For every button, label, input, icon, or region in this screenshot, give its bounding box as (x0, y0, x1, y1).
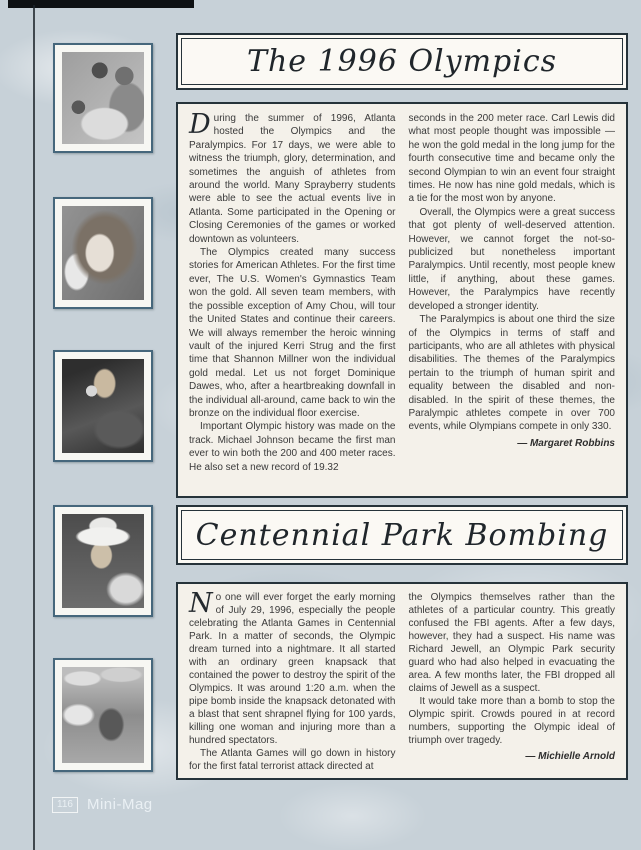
photo-park-scene (53, 658, 153, 772)
article-paragraph (189, 588, 396, 747)
article-1-title-frame (181, 38, 623, 85)
paragraph-text: uring the summer of 1996, Atlanta hosted the Olympics and the Paralympics. For 17 days, we were able to witness the triumph, glory, determination, and sometimes the anguish of athletes from around the world. Many Sprayberry students were able to see the actual events live in Atlanta. Some participated in the Opening or Closing Ceremonies of the games or worked downtown as volunteers. (189, 113, 396, 245)
photo-family-crowd (53, 43, 153, 153)
drop-cap: D (189, 109, 211, 140)
article-paragraph: the Olympics themselves rather than the athletes of a particular country. This greatly confused the FBI agents. After a few days, however, they had a suspect. His name was Richard Jewell, an Olympic Park security guard who had also helped in evacuating the area. A few months later, the FBI dropped all claims of Jewell as a suspect. (408, 592, 615, 694)
article-1-title: The 1996 Olympics (246, 44, 558, 79)
photo-park-scene-image (62, 667, 144, 763)
photo-microphone-singer (53, 350, 153, 462)
article-paragraph: The Paralympics is about one third the size of the Olympics in terms of staff and participants, who are all athletes with physical disabilities. The themes of the Paralympics pertain to the triumph of human spirit and equality between the disabled and non-disabled. In the spirit of these themes, the Paralympic athletes compete in over 700 events, while Olympians compete in only 330. (408, 314, 615, 433)
article-paragraph: seconds in the 200 meter race. Carl Lewis did what most people thought was impossible — he won the gold medal in the long jump for the fourth consecutive time and became only the second Olympian to win an event four straight times. He now has nine gold medals, which is a tie for the most won by anyone. (408, 113, 615, 205)
article-paragraph: The Olympics created many success stories for American Athletes. For the first time ever, The U.S. Women's Gymnastics Team won the gold. All seven team members, with the possible exception of Amy Chou, will tour the United States and continue their careers. We will always remember the heroic winning vault of the injured Kerri Strug and the first time that Shannon Millner won the individual gold medal. Let us not forget Dominique Dawes, who, after a heartbreaking downfall in the individual all-around, came back to win the bronze on the individual floor exercise. (189, 247, 396, 419)
article-paragraph: Important Olympic history was made on the track. Michael Johnson became the first man ever to win both the 200 and 400 meter races. He also set a new record of 19.32 (189, 421, 396, 473)
article-paragraph (189, 109, 396, 246)
article-2-column-1 (189, 588, 396, 772)
photo-microphone-singer-image (62, 359, 144, 453)
article-1-title-box (176, 33, 628, 90)
article-2-column-2 (409, 591, 616, 770)
article-2-byline: — Michielle Arnold (525, 751, 615, 762)
article-2-title: Centennial Park Bombing (195, 517, 609, 553)
page-number: 116 (52, 797, 78, 813)
article-2-title-box (176, 505, 628, 565)
photo-cowboy-singer (53, 505, 153, 617)
article-paragraph: The Atlanta Games will go down in history for the first fatal terrorist attack directed at (189, 748, 396, 772)
scan-artifact-top-bar (8, 0, 194, 8)
article-1-body-box (176, 102, 628, 498)
paragraph-text: o one will ever forget the early morning of July 29, 1996, especially the people celebrating the Atlanta Games in Centennial Park. In a matter of seconds, the Olympic dream turned into a nightmare. It all started with an ordinary green knapsack that contained the power to destroy the spirit of the Olympics. It was around 1:20 a.m. when the pipe bomb inside the knapsack detonated with a blast that sent shrapnel flying for 100 yards, killing one woman and injuring more than a hundred spectators. (189, 592, 396, 746)
page-footer (52, 796, 153, 813)
article-1-column-1 (189, 109, 396, 488)
photo-woman-singing-image (62, 206, 144, 300)
article-2-body-box (176, 582, 628, 780)
article-1-column-2 (409, 112, 616, 488)
photo-woman-singing (53, 197, 153, 309)
photo-family-crowd-image (62, 52, 144, 144)
article-paragraph: Overall, the Olympics were a great success that got plenty of well-deserved attention. However, we cannot forget the not-so-publicized but nonetheless important Paralympics. Until recently, most people knew little, if anything, about these games. However, the Paralympics have recently developed a stronger identity. (408, 206, 615, 312)
article-1-byline: — Margaret Robbins (517, 437, 615, 449)
photo-cowboy-singer-image (62, 514, 144, 608)
article-paragraph: It would take more than a bomb to stop the Olympic spirit. Crowds poured in at record numbers, supporting the Olympic ideal of triumph over tragedy. (408, 696, 615, 746)
article-2-title-frame (181, 510, 623, 560)
scan-artifact-left-line (33, 5, 35, 850)
section-label: Mini-Mag (86, 796, 153, 813)
drop-cap: N (189, 588, 213, 619)
